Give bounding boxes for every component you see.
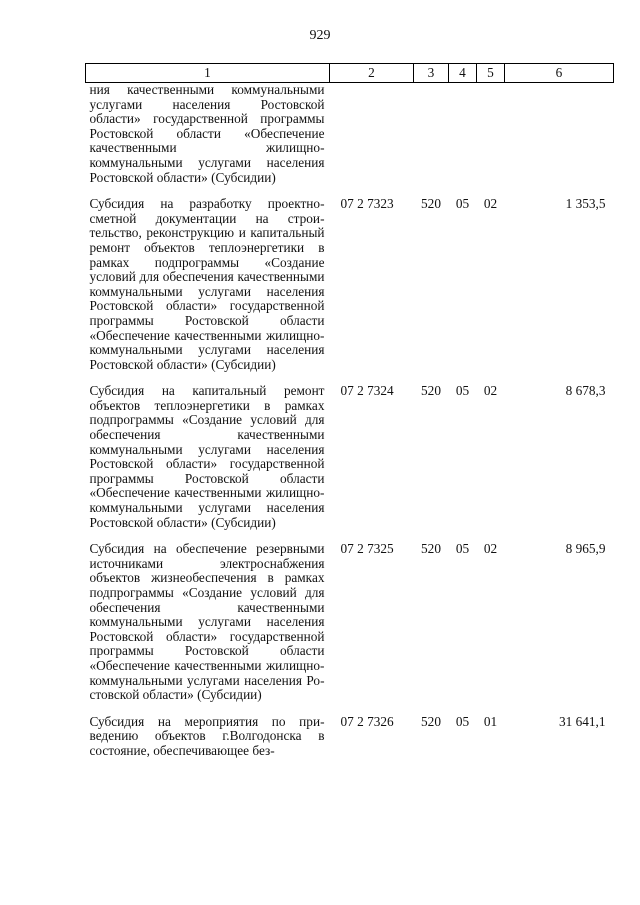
row-description: Субсидия на мероприятия по приведению объектов г.Волгодонска в состояние, обеспечивающее без-: [89, 713, 325, 758]
row-col5: 02: [483, 383, 498, 399]
column-header-6: 6: [505, 64, 614, 83]
budget-table: [85, 63, 614, 771]
row-description: Субсидия на капитальный ремонт объектов теплоэнергетики в рамках подпрограммы «Создание условий для обеспечения качественными коммунальными услугами населения Ростовской области» государственной программы Ростовской области «Обеспечение качественными жилищно-коммунальными услугами населения Ростовской области» (Субсидии): [89, 383, 325, 530]
row-code: 07 2 7324: [340, 383, 394, 399]
row-code: 07 2 7325: [340, 541, 394, 557]
row-description: ния качественными коммунальными услугами населения Ростовской области» государственной программы Ростовской области «Обеспечение качественными жилищно-коммунальными услугами населения Ростовской области» (Субсидии): [89, 82, 325, 185]
table-row: [86, 197, 614, 384]
row-col4: 05: [455, 541, 470, 557]
row-col3: 520: [421, 713, 441, 729]
table-row: [86, 715, 614, 771]
column-header-5: 5: [477, 64, 505, 83]
column-header-2: 2: [330, 64, 414, 83]
table-row: [86, 83, 614, 198]
table-row: [86, 384, 614, 542]
row-code: 07 2 7323: [340, 196, 394, 212]
row-col5: 01: [483, 713, 498, 729]
row-col4: 05: [455, 713, 470, 729]
row-col3: 520: [421, 196, 441, 212]
row-code: 07 2 7326: [340, 713, 394, 729]
row-amount: [505, 83, 614, 198]
row-col5: 02: [483, 196, 498, 212]
column-header-3: 3: [414, 64, 449, 83]
column-header-4: 4: [449, 64, 477, 83]
row-description: Субсидия на обеспечение резервными источниками электроснабжения объектов жизнеобеспечения в рамках подпрограммы «Создание условий для обеспечения качественными коммунальными услугами населения Ростовской области» государственной программы Ростовской области «Обеспечение качественными жилищно-коммунальными услугами населения Ростовской области» (Субсидии): [89, 541, 325, 703]
page-number: 929: [309, 28, 331, 43]
row-amount: 8 965,9: [565, 541, 606, 557]
table-header-row: [86, 64, 614, 83]
row-amount: 8 678,3: [565, 383, 606, 399]
row-col5: 02: [483, 541, 498, 557]
row-description: Субсидия на разработку проектно-сметной документации на строительство, реконструкцию и капитальный ремонт объектов теплоэнергетики в рамках подпрограммы «Создание условий для обеспечения качественными коммунальными услугами населения Ростовской области» государственной программы Ростовской области «Обеспечение качественными жилищно-коммунальными услугами населения Ростовской области» (Субсидии): [89, 196, 325, 372]
row-amount: 31 641,1: [558, 713, 606, 729]
row-col4: [449, 83, 477, 198]
row-col3: 520: [421, 383, 441, 399]
table-row: [86, 542, 614, 715]
row-col5: [477, 83, 505, 198]
row-col4: 05: [455, 196, 470, 212]
row-col3: 520: [421, 541, 441, 557]
row-col4: 05: [455, 383, 470, 399]
column-header-1: 1: [86, 64, 330, 83]
row-code: [330, 83, 414, 198]
row-amount: 1 353,5: [565, 196, 606, 212]
row-col3: [414, 83, 449, 198]
